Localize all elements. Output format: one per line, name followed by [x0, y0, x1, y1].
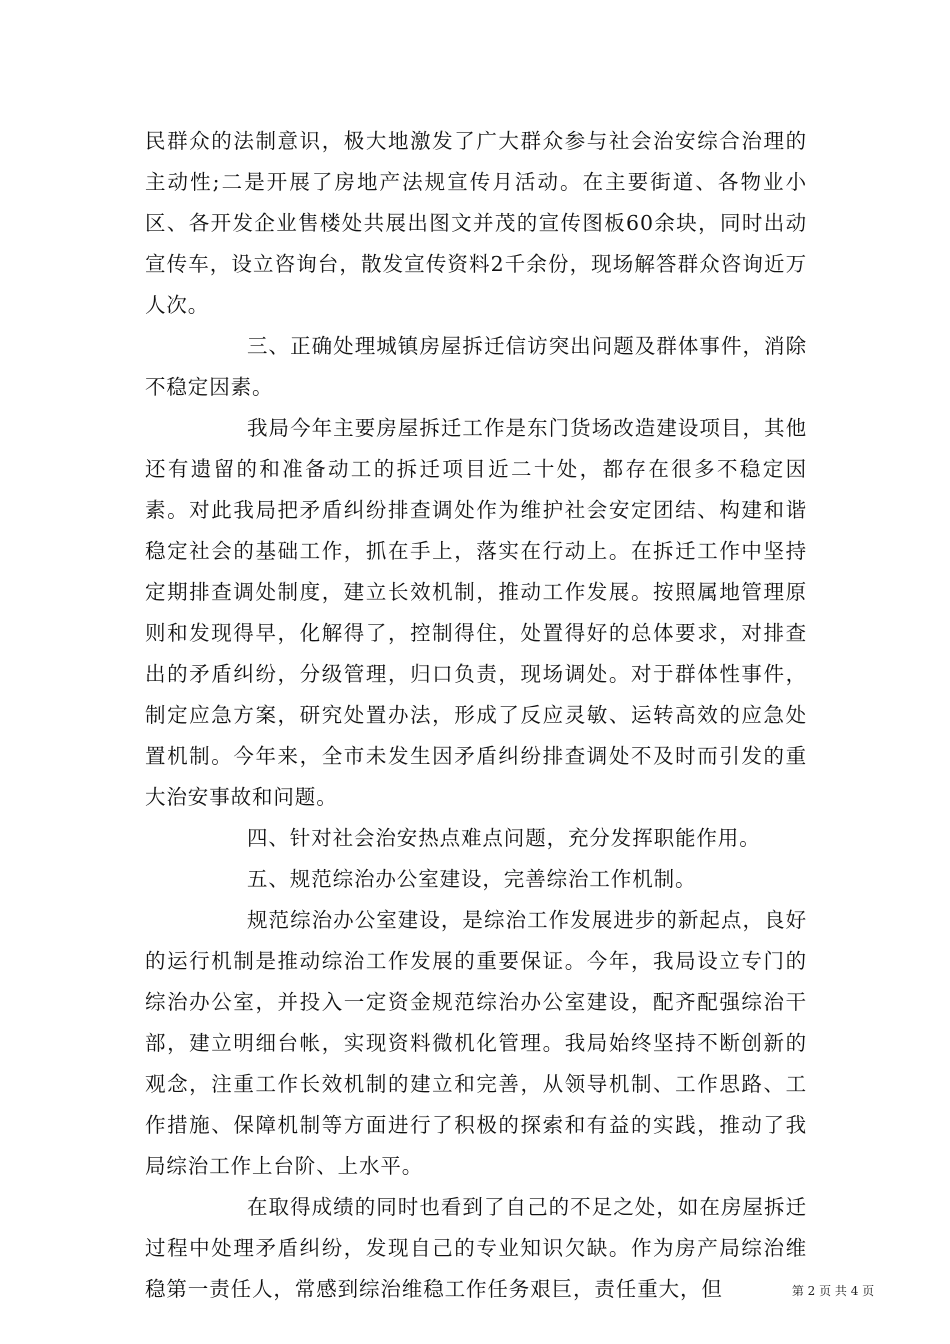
heading-section-4: 四、针对社会治安热点难点问题，充分发挥职能作用。 [247, 826, 761, 850]
paragraph-7: 在取得成绩的同时也看到了自己的不足之处，如在房屋拆迁过程中处理矛盾纠纷，发现自己的专业知识欠缺。作为房产局综治维稳第一责任人，常感到综治维稳工作任务艰巨，责任重大，但 [145, 1195, 807, 1301]
document-body [145, 121, 807, 1310]
heading-section-3: 三、正确处理城镇房屋拆迁信访突出问题及群体事件，消除不稳定因素。 [145, 334, 807, 399]
page-number: 第 2 页 共 4 页 [791, 1284, 875, 1298]
page-footer [0, 1282, 950, 1299]
heading-section-5: 五、规范综治办公室建设，完善综治工作机制。 [247, 867, 697, 891]
paragraph-1: 民群众的法制意识，极大地激发了广大群众参与社会治安综合治理的主动性;二是开展了房地产法规宣传月活动。在主要街道、各物业小区、各开发企业售楼处共展出图文并茂的宣传图板60余块，同时出动宣传车，设立咨询台，散发宣传资料2千余份，现场解答群众咨询近万人次。 [145, 129, 807, 317]
paragraph-3: 我局今年主要房屋拆迁工作是东门货场改造建设项目，其他还有遗留的和准备动工的拆迁项目近二十处，都存在很多不稳定因素。对此我局把矛盾纠纷排查调处作为维护社会安定团结、构建和谐稳定社会的基础工作，抓在手上，落实在行动上。在拆迁工作中坚持定期排查调处制度，建立长效机制，推动工作发展。按照属地管理原则和发现得早，化解得了，控制得住，处置得好的总体要求，对排查出的矛盾纠纷，分级管理，归口负责，现场调处。对于群体性事件，制定应急方案，研究处置办法，形成了反应灵敏、运转高效的应急处置机制。今年来，全市未发生因矛盾纠纷排查调处不及时而引发的重大治安事故和问题。 [145, 416, 807, 809]
paragraph-6: 规范综治办公室建设，是综治工作发展进步的新起点，良好的运行机制是推动综治工作发展的重要保证。今年，我局设立专门的综治办公室，并投入一定资金规范综治办公室建设，配齐配强综治干部，建立明细台帐，实现资料微机化管理。我局始终坚持不断创新的观念，注重工作长效机制的建立和完善，从领导机制、工作思路、工作措施、保障机制等方面进行了积极的探索和有益的实践，推动了我局综治工作上台阶、上水平。 [145, 908, 807, 1178]
